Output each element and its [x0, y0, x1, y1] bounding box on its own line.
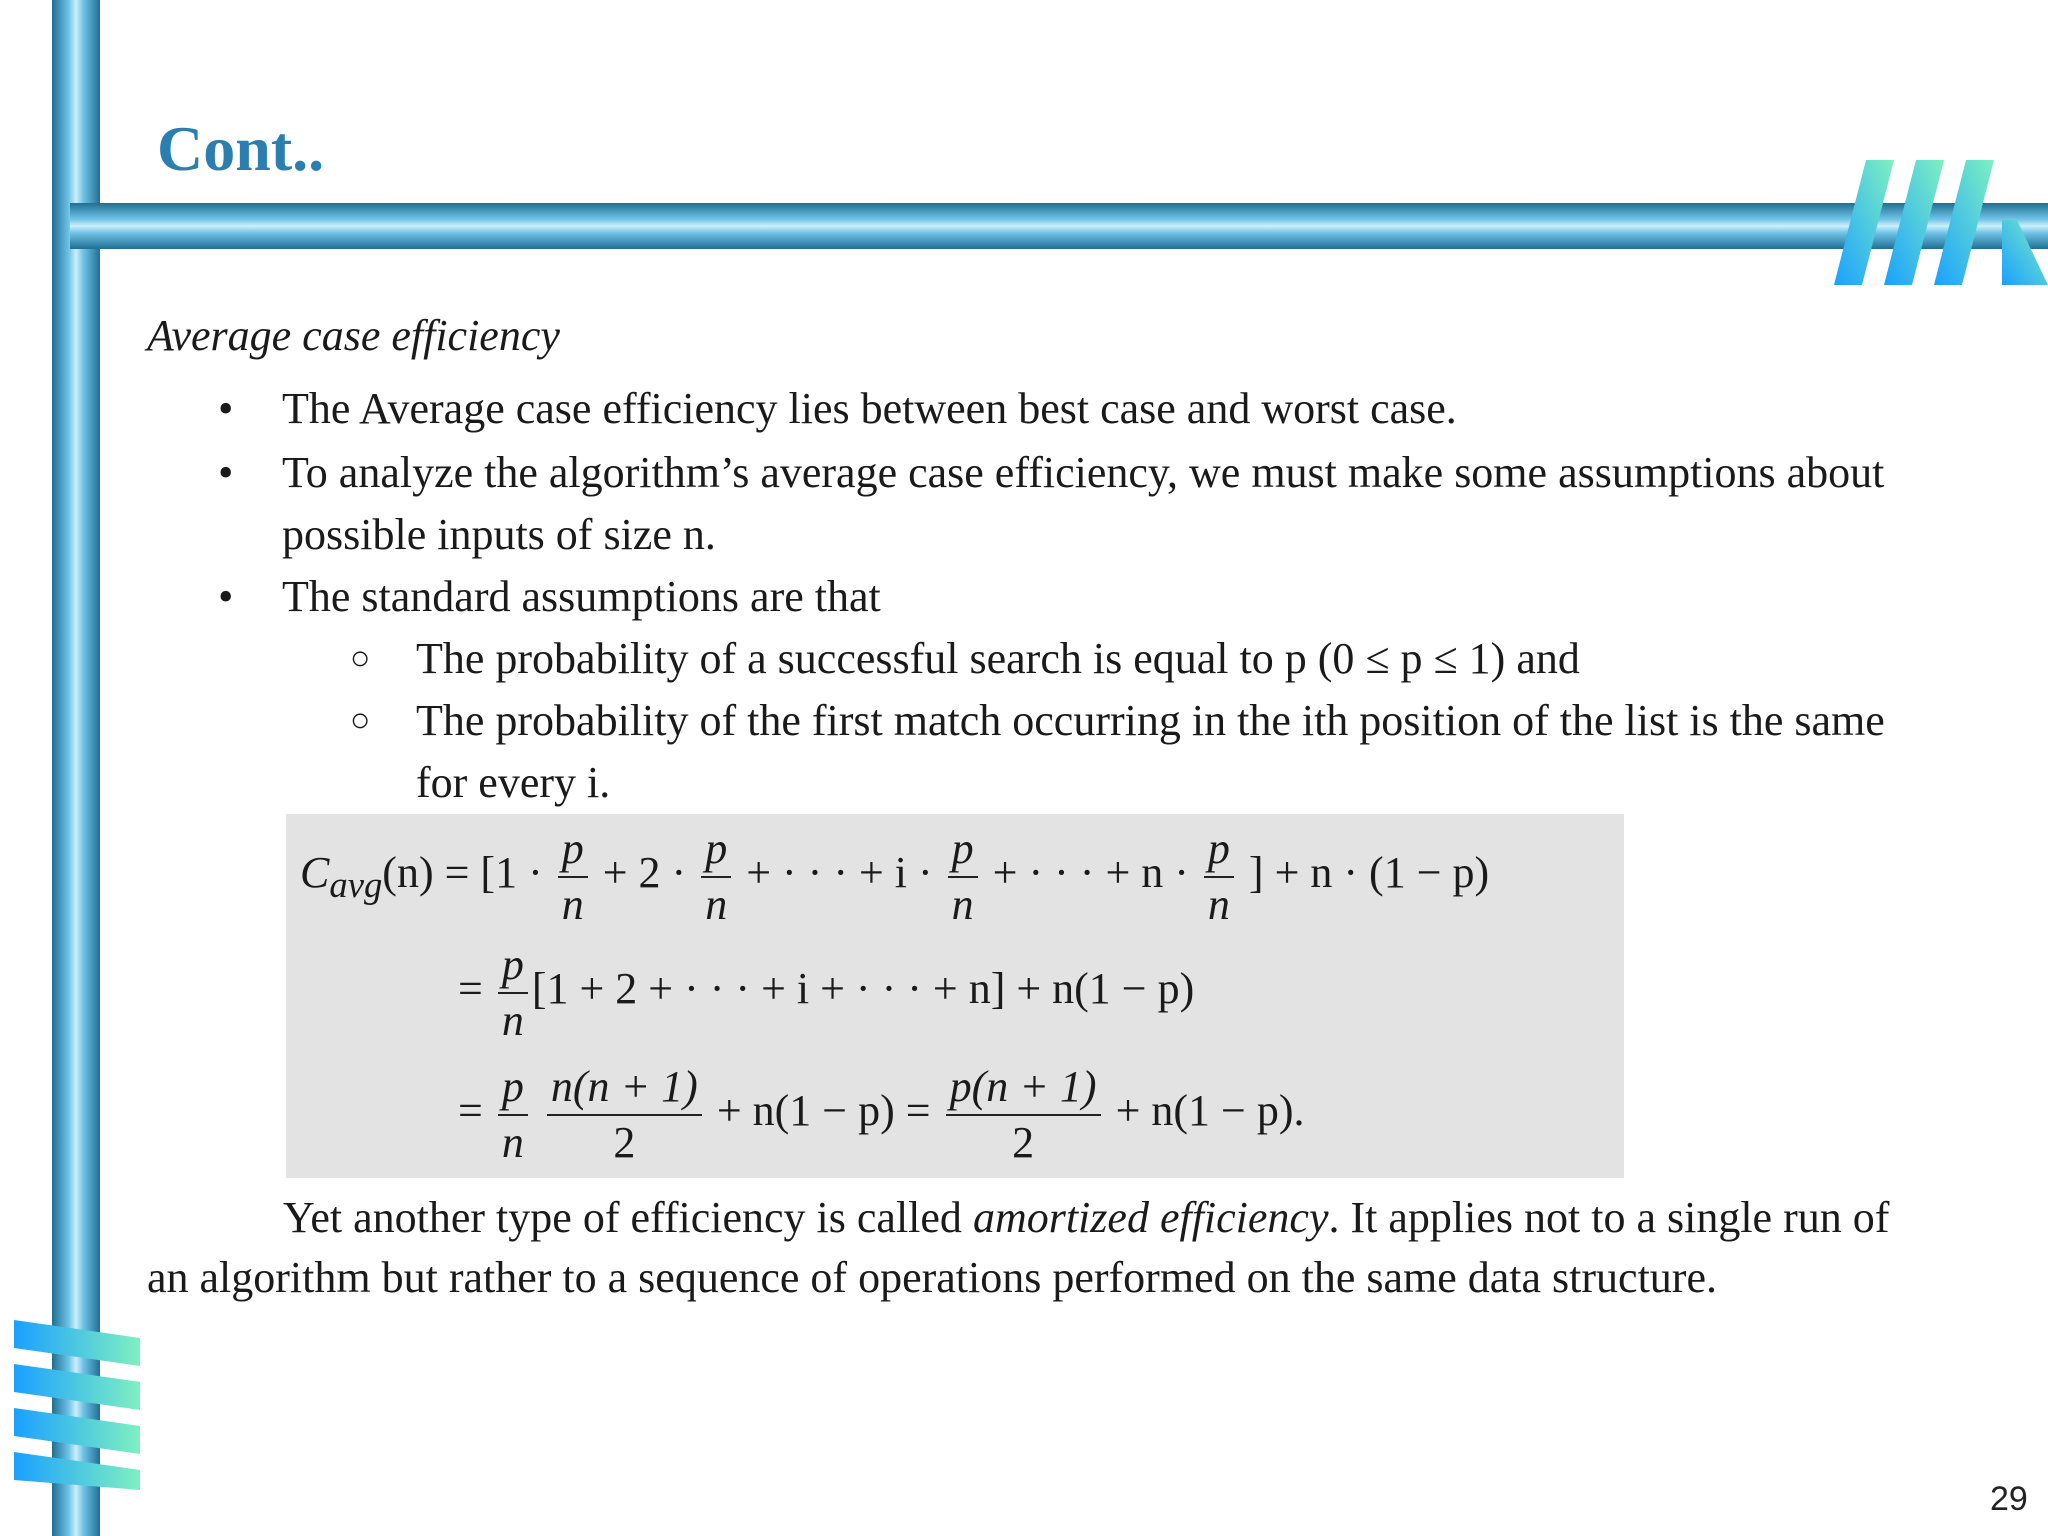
page-number: 29 [1990, 1480, 2028, 1518]
formula-c: C [300, 848, 330, 898]
fraction [558, 822, 588, 932]
fraction [547, 1060, 702, 1170]
formula-text: = [458, 1086, 483, 1136]
formula-text: + n(1 − p). [1115, 1086, 1305, 1136]
sub-bullet-marker: ○ [350, 640, 371, 677]
formula-line-2 [458, 938, 1194, 1048]
amortized-paragraph [147, 1188, 1927, 1308]
formula-text: = [458, 964, 483, 1014]
formula-sub: avg [329, 863, 383, 905]
fraction-num: p(n + 1) [946, 1060, 1101, 1116]
formula-text: ] + n · (1 − p) [1248, 848, 1490, 898]
fraction-den: n [501, 996, 524, 1045]
fraction-num: p [558, 822, 588, 878]
stripes-logo-icon [1832, 160, 2048, 285]
bullet-item: To analyze the algorithm’s average case efficiency, we must make some assumptions about possible inputs of size n. [282, 448, 1885, 559]
fraction [498, 1060, 528, 1170]
bullet-marker: • [218, 572, 234, 621]
bullet-item: The standard assumptions are that [282, 572, 881, 621]
section-title: Average case efficiency [147, 311, 560, 360]
fraction [948, 822, 978, 932]
paragraph-text: . It applies not to a single run of an algorithm but rather to a sequence of operations performed on the same data structure. [147, 1193, 1890, 1302]
paragraph-text: Yet another type of efficiency is called [283, 1193, 973, 1242]
fraction-den: 2 [1012, 1118, 1035, 1167]
formula-text: (n) = [1 · [382, 848, 543, 898]
fraction [701, 822, 731, 932]
sub-bullet-marker: ○ [350, 702, 371, 739]
formula-text: + n(1 − p) = [716, 1086, 931, 1136]
fraction [1204, 822, 1234, 932]
formula-text: + · · · + n · [992, 848, 1189, 898]
slide-title: Cont.. [157, 113, 325, 184]
formula-line-1 [300, 822, 1489, 932]
fraction-num: p [498, 938, 528, 994]
formula-box [286, 814, 1624, 1178]
bullet-marker: • [218, 384, 234, 433]
stripes-corner-icon [14, 1320, 140, 1490]
formula-text: [1 + 2 + · · · + i + · · · + n] + n(1 − p) [531, 964, 1195, 1014]
fraction-num: p [701, 822, 731, 878]
paragraph-emphasis: amortized efficiency [972, 1193, 1329, 1242]
fraction-den: n [705, 880, 728, 929]
fraction-num: p [948, 822, 978, 878]
fraction-den: n [501, 1118, 524, 1167]
fraction-den: n [561, 880, 584, 929]
fraction-den: n [951, 880, 974, 929]
fraction [498, 938, 528, 1048]
formula-text: + · · · + i · [746, 848, 933, 898]
fraction-num: n(n + 1) [547, 1060, 702, 1116]
fraction-num: p [498, 1060, 528, 1116]
fraction-den: n [1207, 880, 1230, 929]
fraction-num: p [1204, 822, 1234, 878]
fraction-den: 2 [613, 1118, 636, 1167]
sub-bullet-item: The probability of the first match occurring in the ith position of the list is the same for every i. [416, 696, 1885, 807]
sub-bullet-item: The probability of a successful search is equal to p (0 ≤ p ≤ 1) and [416, 634, 1580, 683]
formula-line-3 [458, 1060, 1305, 1170]
top-frame-bar [70, 203, 2048, 249]
bullet-item: The Average case efficiency lies between best case and worst case. [282, 384, 1457, 433]
bullet-marker: • [218, 448, 234, 497]
formula-text: + 2 · [602, 848, 687, 898]
fraction [946, 1060, 1101, 1170]
